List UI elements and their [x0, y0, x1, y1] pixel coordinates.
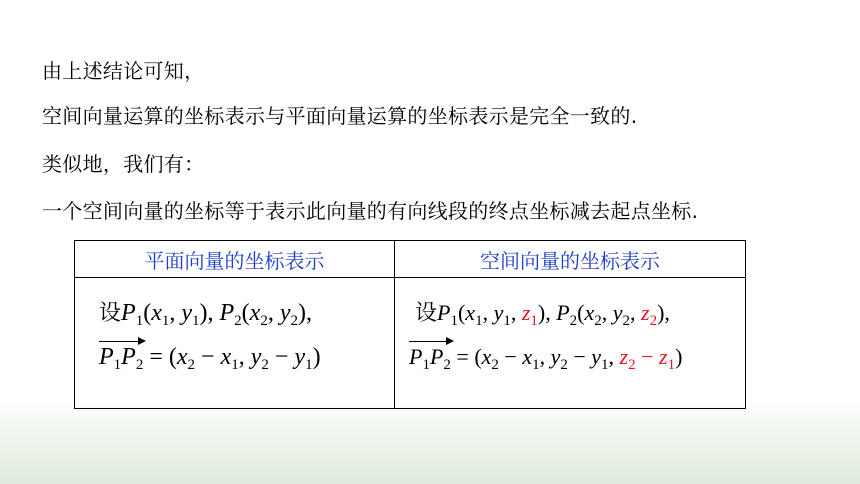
set-word: 设	[415, 301, 438, 326]
header-plane-vector: 平面向量的坐标表示	[75, 241, 395, 278]
footer-gradient-band	[0, 402, 860, 484]
paragraph-similarly: 类似地，我们有：	[42, 152, 205, 176]
vector-p1p2: $P_1P_2$	[99, 338, 143, 372]
paragraph-consistency: 空间向量运算的坐标表示与平面向量运算的坐标表示是完全一致的.	[42, 104, 638, 128]
table-body-row	[75, 278, 746, 409]
comparison-table	[74, 240, 746, 409]
space-points-definition: 设$P_1(x_1$, $y_1$, $z_1$), $P_2(x_2$, $y_2$, $z_2$),	[415, 300, 670, 329]
paragraph-vector-coordinate-rule: 一个空间向量的坐标等于表示此向量的有向线段的终点坐标减去起点坐标.	[42, 199, 699, 223]
set-word: 设	[99, 301, 122, 326]
paragraph-conclusion: 由上述结论可知，	[42, 59, 205, 83]
plane-vector-formula: $P_1P_2 = (x_2 - x_1$, $y_2 - y_1$)	[99, 338, 394, 372]
space-vector-formula: $P_1P_2 = (x_2 - x_1$, $y_2 - y_1$, $z_2 - z_1$)	[409, 338, 745, 372]
vector-p1p2: $P_1P_2$	[409, 338, 451, 372]
cell-plane-formula	[75, 278, 395, 409]
table-header-row	[75, 241, 746, 278]
plane-points-definition: 设$P_1(x_1$, $y_1$), $P_2(x_2$, $y_2$),	[99, 300, 312, 329]
cell-space-formula	[395, 278, 746, 409]
header-space-vector: 空间向量的坐标表示	[395, 241, 746, 278]
